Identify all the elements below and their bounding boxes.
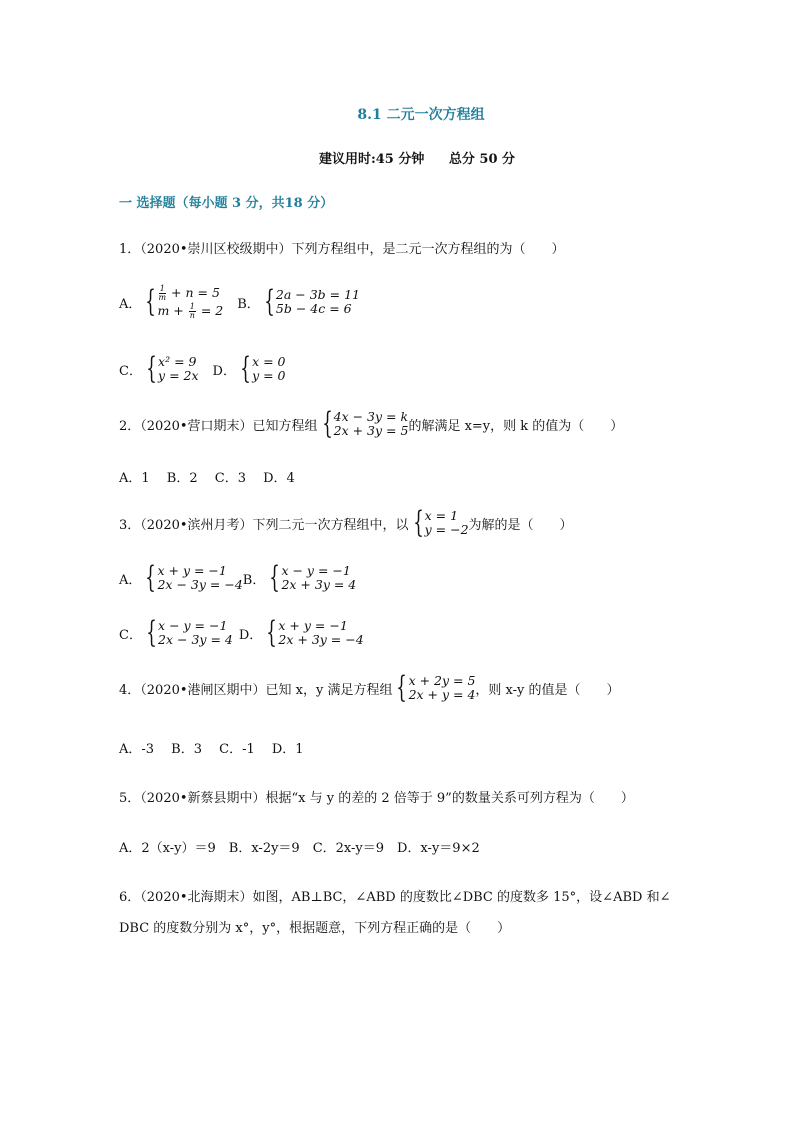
option-label: B． (237, 296, 260, 312)
question-4-stem: 4．（2020•港闸区期中）已知 x，y 满足方程组 { x + 2y = 5 2x + y = 4 ，则 x-y 的值是（ ） (119, 670, 620, 705)
option-label: A． (119, 572, 142, 588)
question-3-options-ab (119, 560, 357, 595)
question-1-options-ab (119, 284, 360, 320)
option-c-system: { x² = 9 y = 2x (146, 351, 199, 386)
system-line: x − y = −1 (158, 618, 228, 633)
option-label: A． (119, 296, 142, 312)
page-title: 8.1 二元一次方程组 (357, 107, 485, 123)
option-a-system: { $\frac{1}{m}$ + n = 5 m + $\frac{1}{n}$ = 2 (145, 284, 224, 320)
system-line: 4x − 3y = k (333, 409, 409, 424)
question-2-options: A．1 B．2 C．3 D．4 (119, 471, 295, 486)
system-line: 2x − 3y = 4 (158, 632, 233, 647)
question-6-stem-line-2: DBC 的度数分别为 x°，y°，根据题意，下列方程正确的是（ ） (119, 921, 511, 936)
question-5-stem: 5．（2020•新蔡县期中）根据“x 与 y 的差的 2 倍等于 9”的数量关系可列方程为（ ） (119, 791, 634, 806)
system-line: 2x + y = 4 (408, 687, 476, 702)
question-3-stem: 3．（2020•滨州月考）下列二元一次方程组中，以 { x = 1 y = −2 为解的是（ ） (119, 505, 573, 540)
option-b-system: { 2a − 3b = 11 5b − 4c = 6 (264, 284, 360, 319)
option-c-system: { x − y = −1 2x − 3y = 4 (146, 615, 233, 650)
question-3-system: { x = 1 y = −2 (412, 505, 469, 540)
page-subtitle (0, 148, 794, 167)
system-line: y = 2x (158, 368, 199, 383)
system-line: 2x + 3y = 4 (281, 577, 357, 592)
system-line: $\frac{1}{m}$ + n = 5 (158, 284, 220, 302)
question-4-system: { x + 2y = 5 2x + y = 4 (396, 670, 476, 705)
system-line: x + 2y = 5 (408, 673, 476, 688)
system-line: y = −2 (424, 522, 469, 537)
system-line: x + y = −1 (278, 618, 348, 633)
system-line: 2a − 3b = 11 (275, 287, 360, 302)
system-line: x = 1 (424, 508, 459, 523)
option-b-system: { x − y = −1 2x + 3y = 4 (269, 560, 357, 595)
question-5-options: A．2（x-y）＝9 B．x-2y＝9 C．2x-y＝9 D．x-y＝9×2 (119, 841, 480, 856)
option-label: B． (242, 572, 266, 588)
system-line: 5b − 4c = 6 (275, 301, 352, 316)
system-line: 2x + 3y = −4 (278, 632, 364, 647)
question-4-options: A．-3 B．3 C．-1 D．1 (119, 742, 304, 757)
system-line: m + $\frac{1}{n}$ = 2 (157, 302, 224, 320)
question-6-stem-line-1: 6．（2020•北海期末）如图，AB⊥BC，∠ABD 的度数比∠DBC 的度数多 15°，设∠ABD 和∠ (119, 890, 671, 905)
option-label: C． (119, 627, 142, 643)
total-score: 总分 50 分 (448, 152, 516, 167)
system-line: x − y = −1 (281, 563, 351, 578)
option-label: D． (212, 363, 236, 379)
option-label: C． (119, 363, 142, 379)
time-limit: 建议用时:45 分钟 (318, 152, 425, 167)
question-2-system: { 4x − 3y = k 2x + 3y = 5 (321, 406, 409, 441)
system-line: y = 0 (252, 368, 286, 383)
option-a-system: { x + y = −1 2x − 3y = −4 (145, 560, 243, 595)
system-line: 2x − 3y = −4 (157, 577, 243, 592)
option-d-system: { x + y = −1 2x + 3y = −4 (266, 615, 364, 650)
section-heading: 一 选择题（每小题 3 分，共18 分） (119, 196, 334, 211)
system-line: 2x + 3y = 5 (333, 423, 409, 438)
option-label: D． (238, 627, 263, 643)
question-1-stem: 1．（2020•崇川区校级期中）下列方程组中，是二元一次方程组的为（ ） (119, 242, 565, 257)
system-line: x + y = −1 (157, 563, 227, 578)
question-2-stem: 2．（2020•营口期末）已知方程组 { 4x − 3y = k 2x + 3y = 5 的解满足 x=y，则 k 的值为（ ） (119, 406, 624, 441)
system-line: x = 0 (252, 354, 286, 369)
question-1-options-cd (119, 351, 286, 386)
system-line: x² = 9 (158, 354, 197, 369)
question-3-options-cd (119, 615, 364, 650)
option-d-system: { x = 0 y = 0 (240, 351, 286, 386)
